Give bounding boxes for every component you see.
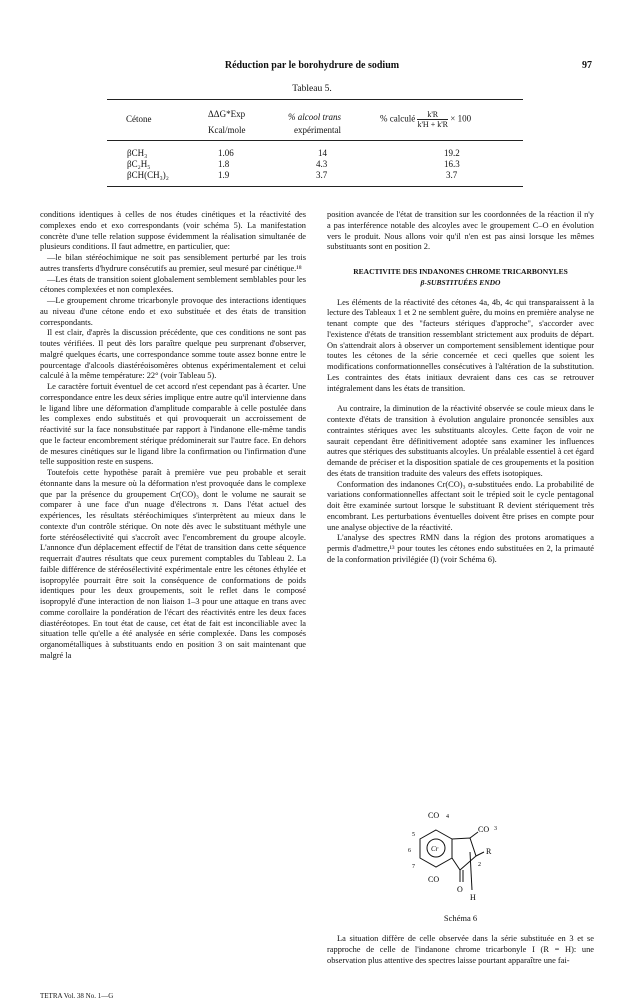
cell-alcool: 3.7 <box>316 170 328 180</box>
calc-fraction <box>417 110 448 129</box>
r-bond <box>476 852 484 856</box>
col-header-delta-g: ΔΔG*Exp <box>208 109 246 119</box>
paragraph: conditions identiques à celles de nos études cinétiques et la réactivité des complexes endo et exo correspondants (voir schéma 5). La manifestation concrète d'une telle relation suppose évidemment la réalisation simultanée de plusieurs conditions. Il faut admettre, en particulier, que: <box>40 210 306 252</box>
paragraph: L'analyse des spectres RMN dans la région des protons aromatiques a permis d'admettre,¹³ pour toutes les cétones endo substituées en 2, la primauté de la conformation privilégiée (I) (voir Schéma 6). <box>327 533 594 564</box>
page-number: 97 <box>582 60 592 71</box>
paragraph: —le bilan stéréochimique ne soit pas sensiblement perturbé par les trois autres transferts d'hydrure consécutifs au premier, seul mesuré par cinétique.¹⁸ <box>40 253 306 273</box>
running-title: Réduction par le borohydrure de sodium <box>224 60 400 71</box>
paragraph: position avancée de l'état de transition sur les coordonnées de la réaction il n'y a pas interférence notable des alcoyles avec le groupement C–O en évolution vers le produit. Nous allons voir qu'il n'en est pas ainsi lorsque les mêmes substituants sont en position 2. <box>327 210 594 252</box>
scheme-label: O <box>457 885 463 894</box>
table-caption: Tableau 5. <box>292 84 332 94</box>
paragraph: Au contraire, la diminution de la réactivité observée se coule mieux dans le contexte d'états de transition à évolution angulaire prononcée sensibles aux contraintes stériques avec les substituants alcoyles. Cette façon de voir ne saurait cependant être définitivement adoptée sans examiner les influences autres que stériques des substituants alcoyles. Un préalable essentiel à cet égard demande de préciser et la disposition spatiale de ces groupements et la position des états de transition traduite des valeurs des effets isotopiques. <box>327 404 594 478</box>
col-header-alcool: % alcool trans <box>288 112 341 122</box>
calc-suffix: × 100 <box>450 113 472 124</box>
scheme-label: 4 <box>446 814 449 820</box>
paragraph: Toutefois cette hypothèse paraît à première vue peu probable et serait étonnante dans la mesure où la déformation n'est provoquée dans le complexe que par la présence du groupement Cr(CO)₃ dont le volume ne saurait se comparer à une face d'un nuage d'électrons π. Dans l'état actuel des expériences, les résultats stéréochimiques s'interprètent au mieux dans le contexte d'un contrôle stérique. On note dès avec le substituant méthyle une forte stéréosélectivité qui s'accroît avec l'encombrement du groupe alcoyle. L'annonce d'un déplacement effectif de l'état de transition dans cette séquence requerrait d'autres résultats que ceux purement comptables du Tableau 2. La faible différence de stéréosélectivité expérimentale entre les cétones éthylée et isopropylée pourrait être soit la conséquence de conformations de poids identiques pour les deux groupements, soit le reflet dans le composé isopropylé d'une interaction de non liaison 1–3 pour une attaque en trans avec comme corollaire la pondération de l'écart des réactivités entre les deux faces diastéréotopes. En tout état de cause, cet état de fait est inconciliable avec la situation telle qu'elle a été analysée en série complexée. Dans les composés organométalliques à substituants endo en position 3 on sait maintenant que malgré la <box>40 468 306 660</box>
scheme-caption: Schéma 6 <box>443 913 478 923</box>
col-header-alcool-sub: expérimental <box>294 125 341 135</box>
h-bond <box>470 852 472 890</box>
left-column <box>40 210 306 662</box>
table-header-rule <box>107 140 523 141</box>
paragraph: La situation diffère de celle observée dans la série substituée en 3 et se rapproche de celle de l'indanone chrome tricarbonyle I (R = H): une observation plus attentive des spectres laisse pourtant apparaître une fai- <box>327 934 594 965</box>
scheme-label: 7 <box>412 864 415 870</box>
scheme-label: Cr <box>431 845 439 853</box>
cell-cetone: βCH(CH₃)₂ <box>127 170 169 180</box>
paragraph: —Les états de transition soient globalement semblement semblables pour les cétones complexées et non complexées. <box>40 274 306 295</box>
cell-alcool: 14 <box>318 148 327 158</box>
scheme-6-structure <box>398 808 518 908</box>
col-header-cetone: Cétone <box>126 114 152 124</box>
cell-cetone: βCH₃ <box>127 148 148 158</box>
scheme-label: 6 <box>408 848 411 854</box>
footer-journal: TETRA Vol. 38 No. 1—G <box>40 992 114 1000</box>
scheme-label: R <box>486 847 492 856</box>
section-heading: REACTIVITE DES INDANONES CHROME TRICARBONYLES <box>353 267 568 276</box>
co-bond <box>470 832 478 838</box>
cell-calc: 19.2 <box>444 148 460 158</box>
section-heading-sub: β-SUBSTITUÉES ENDO <box>420 277 501 287</box>
paragraph: —Le groupement chrome tricarbonyle provoque des interactions identiques au niveau d'une cétone endo et exo substituée et des états de transition correspondants. <box>40 296 306 327</box>
paragraph: Il est clair, d'après la discussion précédente, que ces conditions ne sont pas toutes vérifiées. Il peut dès lors paraître quelque peu surprenant d'observer, malgré quelques écarts, une correspondance somme toute assez bonne entre le pourcentage d'alcools diastéréoisomères obtenus expérimentalement et celui calculé à la même température: 22° (voir Tableau 5). <box>40 328 306 381</box>
cell-cetone: βC₂H₅ <box>127 159 151 169</box>
cell-dg: 1.8 <box>218 159 230 169</box>
scheme-label: CO <box>478 825 490 834</box>
right-column <box>327 210 594 566</box>
cyclopentanone-ring <box>452 838 476 870</box>
scheme-label: H <box>470 893 476 902</box>
cell-dg: 1.06 <box>218 148 234 158</box>
scheme-label: CO <box>428 875 440 884</box>
scheme-label: 2 <box>478 862 481 868</box>
cell-calc: 3.7 <box>446 170 458 180</box>
cell-dg: 1.9 <box>218 170 230 180</box>
paragraph: Les éléments de la réactivité des cétones 4a, 4b, 4c qui transparaissent à la lecture des Tableaux 1 et 2 ne semblent guère, du moins en première analyse ne tenant compte que des "facteurs stériques d'approche", s'accorder avec l'existence d'états de transition ressemblant strictement aux produits de départ. On s'attendrait alors à observer un comportement sensiblement identique pour toutes les cétones de la série concernée et ceci quelles que soient les modifications conformationnelles consécutives à l'altération de la substitution. Les contraintes des états initiaux devraient dans ces cas se retrouver intégralement dans les états de transition. <box>327 297 594 393</box>
cell-alcool: 4.3 <box>316 159 328 169</box>
scheme-label: 5 <box>412 832 415 838</box>
calc-numerator: k'R <box>417 110 448 120</box>
cell-calc: 16.3 <box>444 159 460 169</box>
paragraph: Le caractère fortuit éventuel de cet accord n'est cependant pas à écarter. Une correspondance entre les deux séries implique entre autre qu'il intervienne dans le ligand libre une déformation d'amplitude comparable à celle postulée dans les complexes endo substitués et qui provoquerait un accroissement de réactivité sur la face nonsubstituée par rapport à l'indanone elle-même tandis que le facteur encombrement stérique prédominerait sur l'autre face. En dehors de mesures cinétiques sur le ligand libre la confirmation ou l'infirmation d'une telle supposition reste en suspens. <box>40 382 306 467</box>
scheme-label: CO <box>428 811 440 820</box>
col-header-delta-g-unit: Kcal/mole <box>208 125 246 135</box>
table-bottom-rule <box>107 186 523 187</box>
calc-denominator: k'H + k'R <box>417 120 448 129</box>
col-header-calc <box>380 110 471 129</box>
calc-prefix: % calculé <box>380 113 416 124</box>
paragraph: Conformation des indanones Cr(CO)₃ α-substituées endo. La probabilité de variations conformationnelles affectant soit le trépied soit le cycle pentagonal doit être examinée surtout lorsque le substituant R devient stériquement très encombrant. Les perturbations éventuelles doivent être prises en compte pour une analyse objective de la réactivité. <box>327 479 594 532</box>
right-column-bottom <box>327 934 594 966</box>
table-top-rule <box>107 99 523 100</box>
scheme-label: 3 <box>494 826 497 832</box>
